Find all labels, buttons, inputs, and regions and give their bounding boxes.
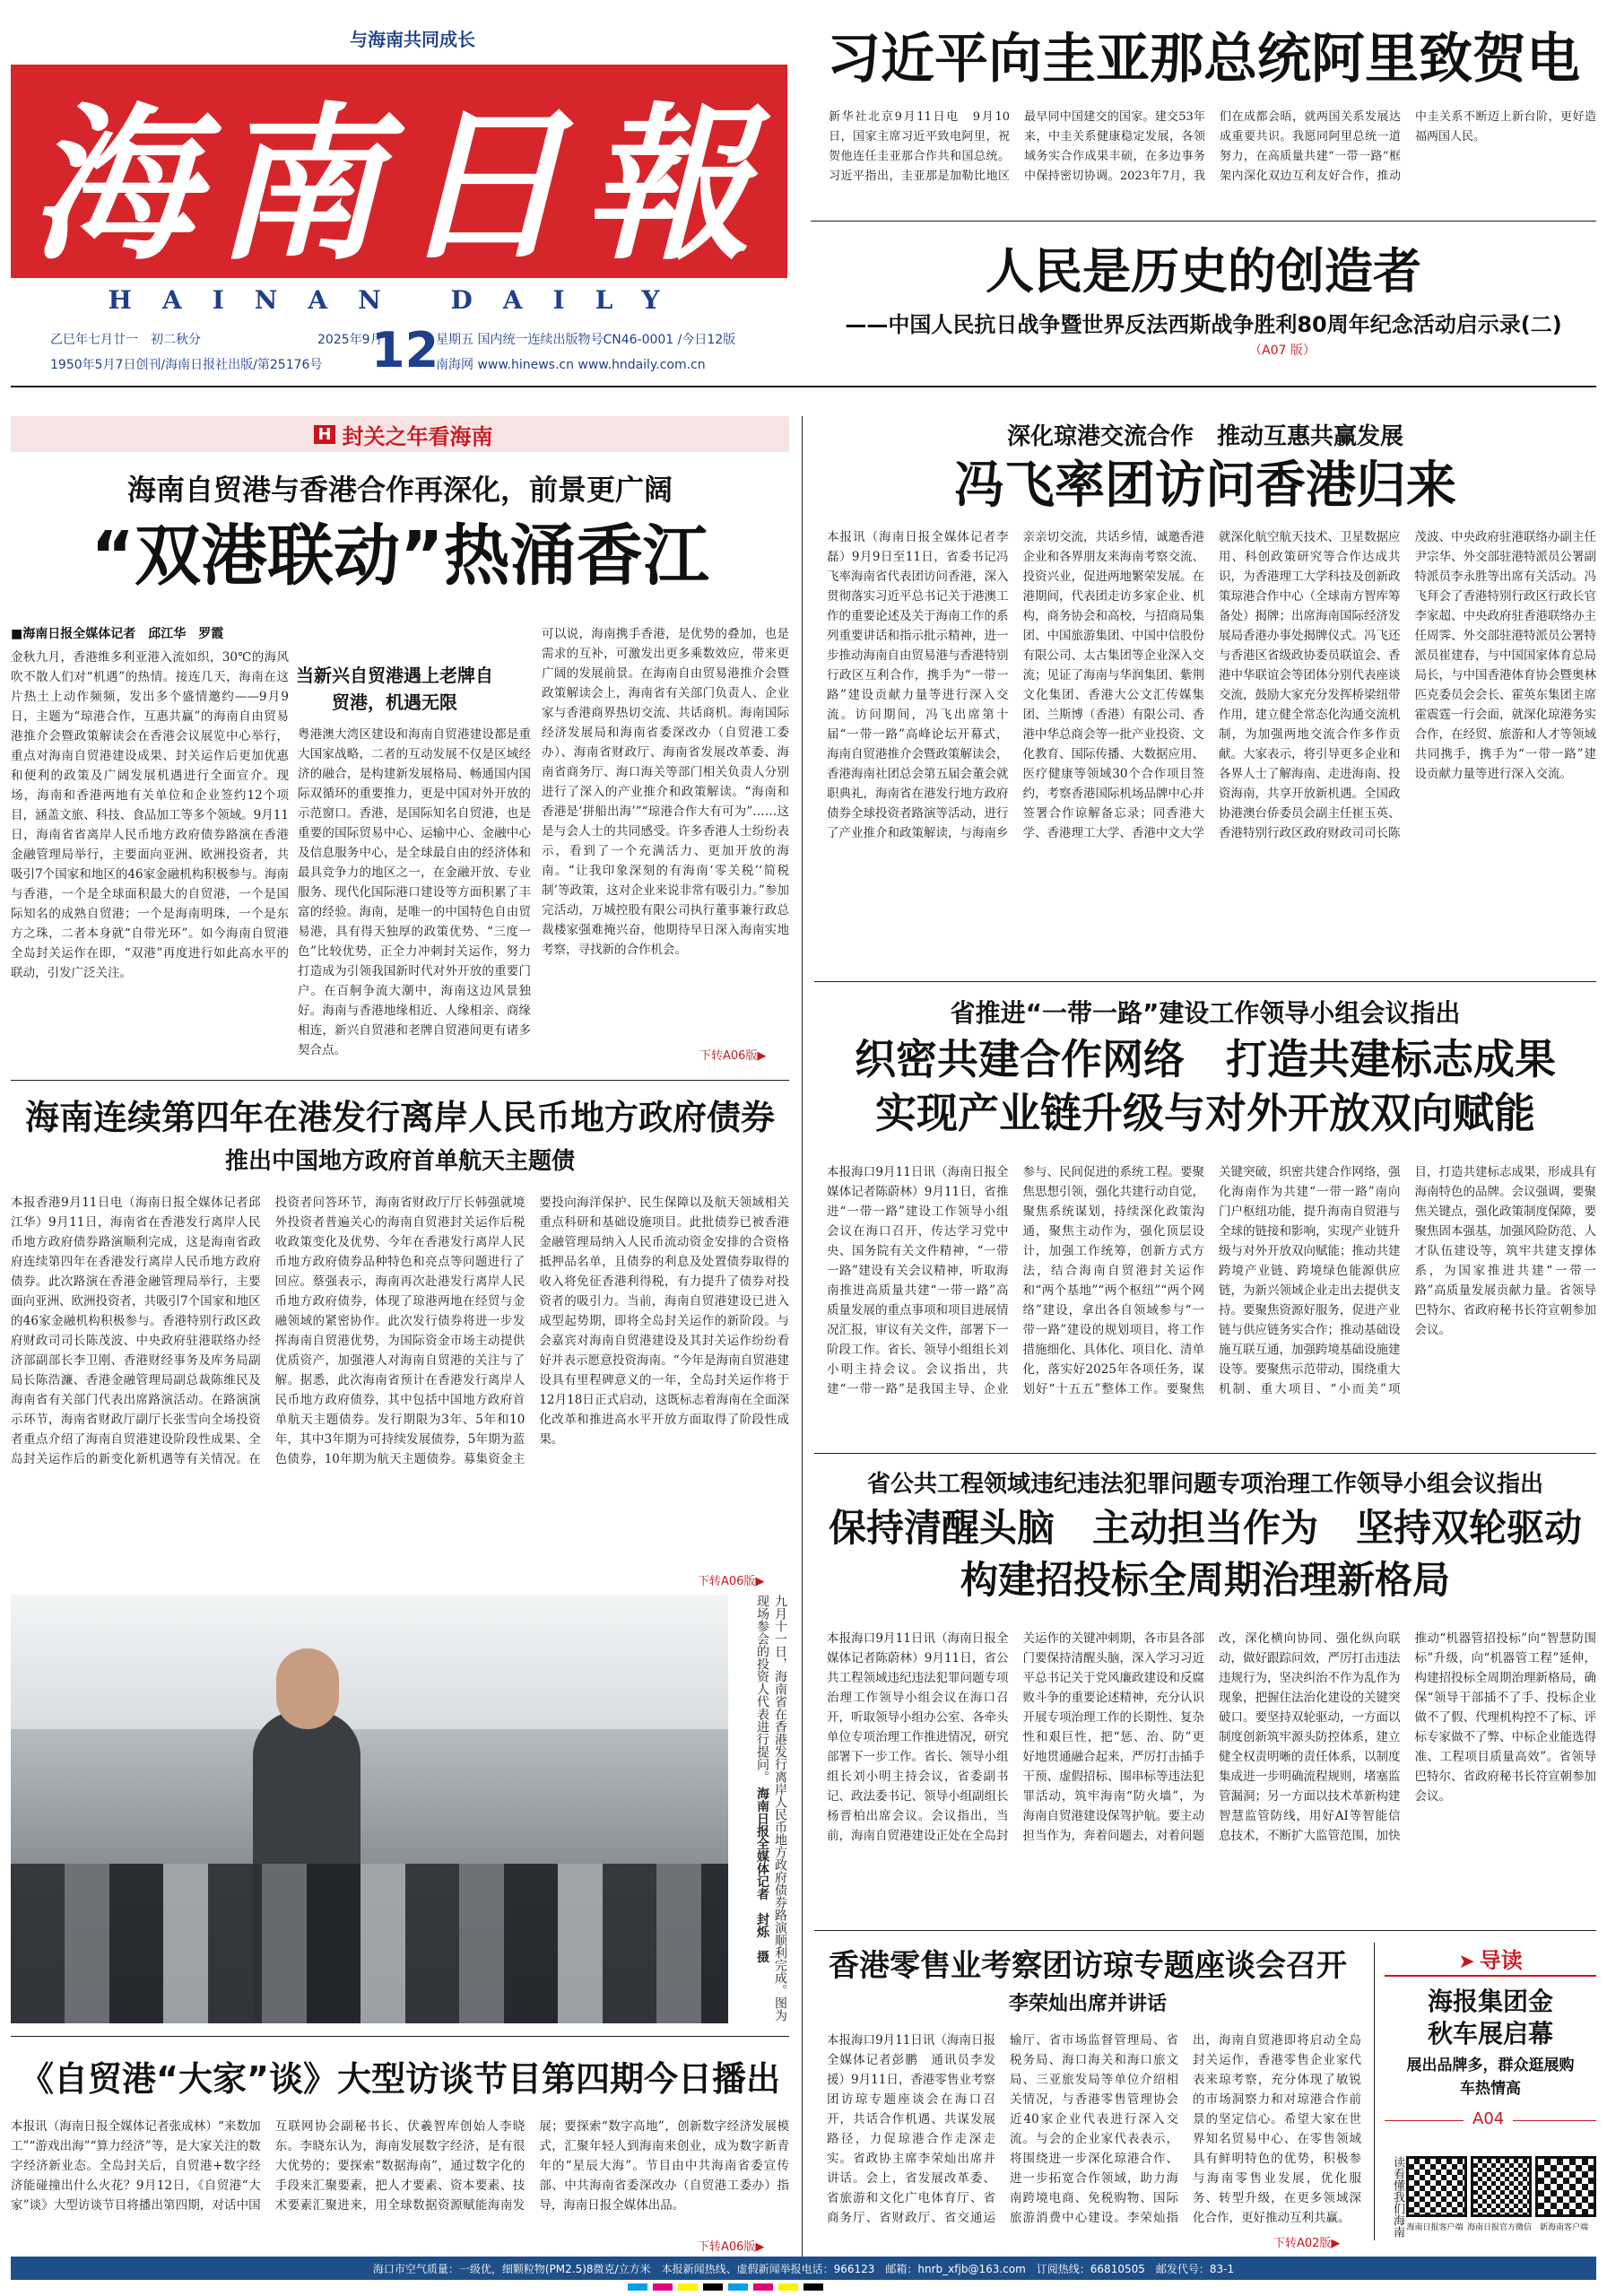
bond-body: 本报香港9月11日电（海南日报全媒体记者邱江华）9月11日，海南省在香港发行离岸人民币地方政府债券路演顺利完成，这是海南省政府连续第四年在香港发行离岸人民币地方政府债券。此次路演在香港金融管理局举行，主要面向亚洲、欧洲投资者，共吸引7个国家和地区的46家金融机构积极参与。香港特别行政区政府财政司司长陈茂波、中央政府驻港联络办经济部副部长李卫刚、香港财经事务及库务局副局长陈浩濂、香港金融管理局副总裁陈维民及海南省有关部门代表出席路演活动。在路演演示环节，海南省财政厅副厅长张雪向全场投资者重点介绍了海南自贸港建设阶段性成果、全岛封关运作后的新变化新机遇等有关情况。在投资者问答环节，海南省财政厅厅长韩强就境外投资者普遍关心的海南自贸港封关运作后税收政策变化及优势、今年在香港发行离岸人民币地方政府债券品种特色和亮点等问题进行了回应。蔡强表示，海南再次赴港发行离岸人民币地方政府债券，体现了琼港两地在经贸与金融领域的紧密协作。此次发行债券将进一步发挥海南自贸港优势，为国际资金市场主动提供优质资产，加强港人对海南自贸港的关注与了解。据悉，此次海南省预计在香港发行离岸人民币地方政府债券，其中包括中国地方政府首单航天主题债券。发行期限为3年、5年和10年，其中3年期为可持续发展债券，5年期为蓝色债券，10年期为航天主题债券。募集资金主要投向海洋保护、民生保障以及航天领域相关重点科研和基础设施项目。此批债券已被香港金融管理局纳入人民币流动资金安排的合资格抵押品名单，且债券的利息及处置债券取得的收入将免征香港利得税，有力提升了债券对投资者的吸引力。当前，海南自贸港建设已进入成型起势期，即将全岛封关运作的新阶段。与会嘉宾对海南自贸港建设及其封关运作纷纷看好并表示愿意投资海南。“今年是海南自贸港建设具有里程碑意义的一年，全岛封关运作将于12月18日正式启动，这既标志着海南在全面深化改革和推进高水平开放方面取得了阶段性成果。 [11, 1196, 789, 1466]
bond-headline: 海南连续第四年在港发行离岸人民币地方政府债券 [24, 1098, 775, 1137]
date-year-month: 2025年9月 [317, 333, 383, 347]
guide-headline: 海报集团金秋车展启幕 [1427, 1987, 1553, 2048]
qr-label-2: 海南日报官方微信 [1466, 2223, 1532, 2232]
bri-body: 本报海口9月11日讯（海南日报全媒体记者陈蔚林）9月11日，省推进“一带一路”建设工作领导小组会议在海口召开，传达学习党中央、国务院有关文件精神，“一带一路”建设有关会议精神，听取海南推进高质量共建“一带一路”高质量发展的重点事项和项目进展情况汇报，审议有关文件，部署下一阶段工作。省长、领导小组组长刘小明主持会议。会议指出，共建“一带一路”是我国主导、企业参与、民间促进的系统工程。要聚焦思想引领，强化共建行动自觉，聚焦系统谋划，持续深化政策沟通，聚焦主动作为，强化顶层设计，加强工作统筹，创新方式方法，结合海南自贸港封关运作和“两个基地”“两个枢纽”“两个网络”建设，拿出各自领域参与“一带一路”建设的规划项目，将工作措施细化、具体化、项目化、清单化，落实好2025年各项任务，谋划好“十五五”整体工作。要聚焦关键突破，织密共建合作网络，强化海南作为共建“一带一路”南向门户枢纽功能，提升海南自贸港与全球的链接和影响，实现产业链升级与对外开放双向赋能；推动共建跨境产业链、跨境绿色能源供应链，为新兴领域企业走出去提供支持。要聚焦资源好服务，促进产业链与供应链务实合作；推动基础设施互联互通，加强跨境基础设施建设等。要聚焦示范带动，围绕重大机制、重大项目、“小而美”项目，打造共建标志成果，形成具有海南特色的品牌。会议强调，要聚焦关键点，强化政策制度保障，要聚焦固本强基，加强风险防范、人才队伍建设等，筑牢共建支撑体系，为国家推进共建“一带一路”高质量发展贡献力量。省领导巴特尔、省政府秘书长符宣朝参加会议。 [827, 1165, 1596, 1396]
masthead-tagline: 与海南共同成长 [350, 29, 475, 50]
top-story-body: 新华社北京9月11日电 9月10日，国家主席习近平致电阿里，祝贺他连任圭亚那合作共和国总统。习近平指出，圭亚那是加勒比地区最早同中国建交的国家。建交53年来，中圭关系健康稳定发展，各领域务实合作成果丰硕，在多边事务中保持密切协调。2023年7月，我们在成都会晤，就两国关系发展达成重要共识。我愿同阿里总统一道努力，在高质量共建“一带一路”框架内深化双边互利友好合作，推动中圭关系不断迈上新台阶，更好造福两国人民。 [829, 110, 1596, 183]
retail-body: 本报海口9月11日讯（海南日报全媒体记者彭鹏 通讯员李发援）9月11日，香港零售业考察团访琼专题座谈会在海口召开，共话合作机遇、共谋发展路径，力促琼港合作走深走实。省政协主席李荣灿出席并讲话。会上，省发展改革委、省旅游和文化广电体育厅、省商务厅、省财政厅、省交通运输厅、省市场监督管理局、省税务局、海口海关和海口旅文局、三亚旅发局等单位介绍相关情况，与香港零售管理协会近40家企业代表进行深入交流。与会的企业家代表表示，将围绕进一步深化琼港合作、进一步拓宽合作领域，助力海南跨境电商、免税购物、国际旅游消费中心建设。李荣灿指出，海南自贸港即将启动全岛封关运作，香港零售企业家代表来琼考察，充分体现了敏锐的市场洞察力和对琼港合作前景的坚定信心。希望大家在世界知名贸易中心、在零售领域具有鲜明特色的优势，积极参与海南零售业发展，优化服务、转型升级，在更多领域深化合作，更好推动互利共赢。 [827, 2033, 1361, 2225]
column-label: 封关之年看海南 [342, 423, 493, 449]
logo-text: 海南日報 [29, 85, 769, 283]
day-number: 12 [371, 322, 439, 378]
guide-subhead: 展出品牌多，群众逛展购车热情高 [1406, 2057, 1575, 2098]
feng-kicker: 深化琼港交流合作 推动互惠共赢发展 [1006, 423, 1403, 450]
guide-arrow-icon: ➤ [1458, 1951, 1475, 1973]
tv-headline: 《自贸港“大家”谈》大型访谈节目第四期今日播出 [20, 2059, 780, 2099]
feature-subhead: ——中国人民抗日战争暨世界反法西斯战争胜利80周年纪念活动启示录(二) [845, 312, 1562, 337]
issn-info: 星期五 国内统一连续出版物号CN46-0001 /今日12版 [436, 333, 736, 347]
qr-prompt-text: 读看懂我们海南 [1391, 2156, 1404, 2238]
guide-page-wrap [1385, 2109, 1596, 2131]
english-name: HAINAN DAILY [108, 285, 691, 315]
feng-body: 本报讯（海南日报全媒体记者李磊）9月9日至11日，省委书记冯飞率海南省代表团访问香港，深入贯彻落实习近平总书记关于港澳工作的重要论述及关于海南工作的系列重要讲话和指示批示精神，进一步推动海南自由贸易港与香港特别行政区互利合作，携手为“一带一路”建设贡献力量等进行深入交流。访问期间，冯飞出席第十届“一带一路”高峰论坛开幕式，海南自贸港推介会暨政策解读会，香港海南社团总会第五届会董会就职典礼，海南省在港发行地方政府债券全球投资者路演等活动，进行了产业推介和政策解读，与海南乡亲亲切交流，共话乡情，诚邀香港企业和各界朋友来海南考察交流、投资兴业，促进两地繁荣发展。在港期间，代表团走访多家企业、机构，商务协会和高校，与招商局集团、中国旅游集团、中国中信股份有限公司、太古集团等企业深入交流；见证了海南与华润集团、紫荆文化集团、香港大公文汇传媒集团、兰斯博（香港）有限公司、香港中华总商会等一批产业投资、文化教育、国际传播、大数据应用、医疗健康等领域30个合作项目签约，考察香港国际机场品牌中心并签署合作谅解备忘录；同香港大学、香港理工大学、香港中文大学就深化航空航天技术、卫星数据应用、科创政策研究等合作达成共识，为香港理工大学科技及创新政策琼港合作中心（全球南方智库筹备处）揭牌；出席海南国际经济发展局香港办事处揭牌仪式。冯飞还与香港区省级政协委员联谊会、香港中华联谊会等团体分别代表座谈交流，鼓励大家充分发挥桥梁纽带作用，建立健全常态化沟通交流机制，为加强两地交流合作多作贡献。大家表示，将引导更多企业和各界人士了解海南、走进海南、投资海南，共享开放新机遇。全国政协港澳台侨委员会副主任崔玉英、香港特别行政区政府财政司司长陈茂波、中央政府驻港联络办副主任尹宗华、外交部驻港特派员公署副特派员李永胜等出席有关活动。冯飞拜会了香港特别行政区行政长官李家超、中央政府驻香港联络办主任周霁、外交部驻港特派员公署特派员崔建春，与中国国家体育总局局长，与中国香港体育协会暨奥林匹克委员会会长、霍英东集团主席霍震霆一行会面，就深化琼港务实合作，在经贸、旅游和人才等领域共同携手，携手为“一带一路”建设贡献力量等进行深入交流。 [827, 530, 1596, 840]
qr-code-2[interactable] [1471, 2156, 1532, 2217]
hk-body-col2: 粤港澳大湾区建设和海南自贸港建设都是重大国家战略，二者的互动发展不仅是区域经济的融合，是构建新发展格局、畅通国内国际双循环的重要推力，更是中国对外开放的示范窗口。香港，是国际知名自贸港，也是重要的国际贸易中心、运输中心、金融中心及信息服务中心，是全球最自由的经济体和最具竞争力的地区之一，在金融开放、专业服务、现代化国际港口建设等方面积累了丰富的经验。海南，是唯一的中国特色自由贸易港，具有得天独厚的政策优势、“三度一色”比较优势，正全力冲刺封关运作，努力打造成为引领我国新时代对外开放的重要门户。在百舸争流大潮中，海南这边风景独好。海南与香港地缘相近、人缘相亲、商缘相连，新兴自贸港和老牌自贸港间更有诸多契合点。 [298, 727, 531, 1057]
hk-byline: ■海南日报全媒体记者 邱江华 罗霞 [11, 627, 224, 641]
website-info: 南海网 www.hinews.cn www.hndaily.com.cn [436, 358, 706, 372]
photo-window-light [11, 1595, 728, 1729]
bid-headline-line2: 构建招投标全周期治理新格局 [960, 1558, 1450, 1602]
qr-label-3: 新海南客户端 [1539, 2223, 1588, 2232]
photo-caption-text: 九月十一日，海南省在香港发行离岸人民币地方政府债券路演顺利完成。图为现场参会的投资人代表进行提问。 [755, 1595, 787, 2022]
tv-body: 本报讯（海南日报全媒体记者张成林）“来数加工”“游戏出海”“算力经济”等，是大家关注的数字经济新业态。全岛封关后，自贸港+数字经济能碰撞出什么火花？9月12日，《自贸港“大家”谈》大型访谈节目将播出第四期，对话中国互联网协会副秘书长、伏羲智库创始人李晓东。李晓东认为，海南发展数字经济，是有很大优势的；要探索“数据海南”，通过数字化的手段来汇聚要素，把人才要素、资本要素、技术要素汇聚进来，用全球数据资源赋能海南发展；要探索“数字高地”，创新数字经济发展模式，汇聚年轻人到海南来创业，成为数字新青年的“星辰大海”。节目由中共海南省委宣传部、中共海南省委深改办（自贸港工委办）指导，海南日报全媒体出品。 [11, 2119, 789, 2213]
bid-body: 本报海口9月11日讯（海南日报全媒体记者陈蔚林）9月11日，省公共工程领域违纪违法犯罪问题专项治理工作领导小组会议在海口召开，听取领导小组办公室、各牵头单位专项治理工作推进情况，研究部署下一步工作。省长、领导小组组长刘小明主持会议，省委副书记、政法委书记、领导小组副组长杨晋柏出席会议。会议指出，当前，海南自贸港建设正处在全岛封关运作的关键冲刺期，各市县各部门要保持清醒头脑，深入学习习近平总书记关于党风廉政建设和反腐败斗争的重要论述精神，充分认识开展专项治理工作的长期性、复杂性和艰巨性，把“惩、治、防”更好地贯通融合起来，严厉打击插手干预、虚假招标、围串标等违法犯罪活动，筑牢海南“防火墙”，为海南自贸港建设保驾护航。要主动担当作为，奔着问题去，对着问题改，深化横向协同、强化纵向联动，做好跟踪问效，严厉打击违法违规行为，坚决纠治不作为乱作为现象，把握住法治化建设的关键突破口。要坚持双轮驱动，一方面以制度创新筑牢源头防控体系，建立健全权责明晰的责任体系，以制度集成进一步明确流程规则，堵塞监管漏洞；另一方面以技术革新构建智慧监管防线，用好AI等智能信息技术，不断扩大监管范围，加快推动“机器管招投标”向“智慧防围标”升级，向“机器管工程”延伸，构建招投标全周期治理新格局，确保“领导干部插不了手、投标企业做不了假、代理机构控不了标、评标专家做不了弊、中标企业能选得准、工程项目质量高效”。省领导巴特尔、省政府秘书长符宣朝参加会议。 [827, 1631, 1596, 1843]
qr-code-1[interactable] [1406, 2156, 1467, 2217]
qr-code-3[interactable] [1535, 2156, 1596, 2217]
photo-caption [735, 1595, 789, 2023]
hk-body-col1: 金秋九月，香港维多利亚港入流如织，30℃的海风吹不散人们对“机遇”的热情。接连几天，海南在这片热土上动作频频，发出多个盛情邀约——9月9日，主题为“琼港合作，互惠共赢”的海南自由贸易港推介会暨政策解读会在香港会议展览中心举行，重点对海南自贸港建设成果、封关运作后更加优惠和便利的政策及广阔发展机遇进行全面宣介。现场，海南和香港两地有关单位和企业签约12个项目，涵盖文旅、科技、食品加工等多个领域。9月11日，海南省省离岸人民币地方政府债券路演在香港金融管理局举行，主要面向亚洲、欧洲投资者，共吸引7个国家和地区的46家金融机构积极参与。海南与香港，一个是全球面积最大的自贸港，一个是国际知名的成熟自贸港；一个是海南明珠，一个是东方之珠，二者本身就“自带光环”。如今海南自贸港全岛封关运作在即，“双港”再度进行如此高水平的联动，引发广泛关注。 [11, 650, 289, 980]
guide-label-wrap [1385, 1943, 1596, 1974]
photo-audience [11, 1864, 728, 2023]
hk-headline: “双港联动”热涌香江 [91, 517, 709, 595]
feature-ref: （A07 版） [1249, 344, 1316, 358]
footer-bar [11, 2257, 1596, 2280]
feng-headline: 冯飞率团访问香港归来 [954, 457, 1456, 515]
feature-headline: 人民是历史的创造者 [986, 243, 1421, 300]
photo-credit: 海南日报全媒体记者 封烁 摄 [755, 1787, 769, 1963]
hk-icon: H [314, 425, 334, 444]
retail-headline: 香港零售业考察团访琼专题座谈会召开 [829, 1948, 1347, 1984]
hk-more-link[interactable]: 下转A06版▶ [699, 1049, 767, 1063]
bri-kicker: 省推进“一带一路”建设工作领导小组会议指出 [950, 998, 1461, 1028]
bond-more-link[interactable]: 下转A06版▶ [698, 1575, 765, 1588]
bond-subhead: 推出中国地方政府首单航天主题债 [224, 1148, 575, 1175]
event-photo [11, 1595, 728, 2023]
hk-subhead [296, 662, 493, 716]
guide-page: A04 [1464, 2109, 1513, 2128]
column-label-wrap [269, 418, 538, 450]
masthead-logo [11, 65, 787, 283]
bid-kicker: 省公共工程领域违纪违法犯罪问题专项治理工作领导小组会议指出 [866, 1471, 1543, 1498]
hk-body-col3: 可以说，海南携手香港，是优势的叠加，也是需求的互补，可激发出更多乘数效应，带来更广阔的发展前景。在海南自由贸易港推介会暨政策解读会上，海南省有关部门负责人、企业家与香港商界热切交流、共话商机。海南国际经济发展局和海南省委深改办（自贸港工委办）、海南省财政厅、海南省发展改革委、海南省商务厅、海口海关等部门相关负责人分别进行了深入的产业推介和政策解读。“海南和香港是‘拼船出海’”“琼港合作大有可为”……这是与会人士的共同感受。许多香港人士纷纷表示，看到了一个充满活力、更加开放的海南。“让我印象深刻的有海南‘零关税’‘简税制’等政策，这对企业来说非常有吸引力。”参加完活动，万城控股有限公司执行董事兼行政总裁楼家强难掩兴奋，他期待早日深入海南实地考察，寻找新的合作机会。 [542, 627, 789, 957]
guide-box[interactable] [1385, 1943, 1596, 2140]
retail-subhead: 李荣灿出席并讲话 [1008, 1993, 1167, 2015]
retail-more-link[interactable]: 下转A02版▶ [1273, 2237, 1341, 2250]
tv-more-link[interactable]: 下转A06版▶ [698, 2240, 765, 2254]
bri-headline-line1: 织密共建合作网络 打造共建标志成果 [855, 1035, 1556, 1083]
hk-subhead-text: 当新兴自贸港遇上老牌自贸港，机遇无限 [296, 665, 493, 713]
top-headline: 习近平向圭亚那总统阿里致贺电 [827, 28, 1580, 91]
footer-text: 海口市空气质量：一级优，细颗粒物(PM2.5)8微克/立方米 本报新闻热线、虚假新闻举报电话：966123 邮箱：hnrb_xfjb@163.com 订阅热线：66810505 邮发代号：83-1 [372, 2262, 1235, 2275]
guide-rule-top [1385, 1975, 1596, 1977]
date-block [50, 322, 795, 380]
bri-headline-line2: 实现产业链升级与对外开放双向赋能 [875, 1089, 1535, 1137]
founding-info: 1950年5月7日创刊/海南日报社出版/第25176号 [50, 358, 323, 372]
photo-speaker-head [276, 1648, 339, 1729]
date-lunar: 乙巳年七月廿一 初二秋分 [50, 333, 201, 347]
qr-label-1: 海南日报客户端 [1406, 2223, 1464, 2232]
qr-prompt [1385, 2156, 1404, 2246]
hk-kicker: 海南自贸港与香港合作再深化，前景更广阔 [126, 473, 673, 507]
bid-headline-line1: 保持清醒头脑 主动担当作为 坚持双轮驱动 [828, 1506, 1582, 1550]
guide-label: 导读 [1479, 1948, 1523, 1973]
color-registration-marks [628, 2283, 986, 2292]
